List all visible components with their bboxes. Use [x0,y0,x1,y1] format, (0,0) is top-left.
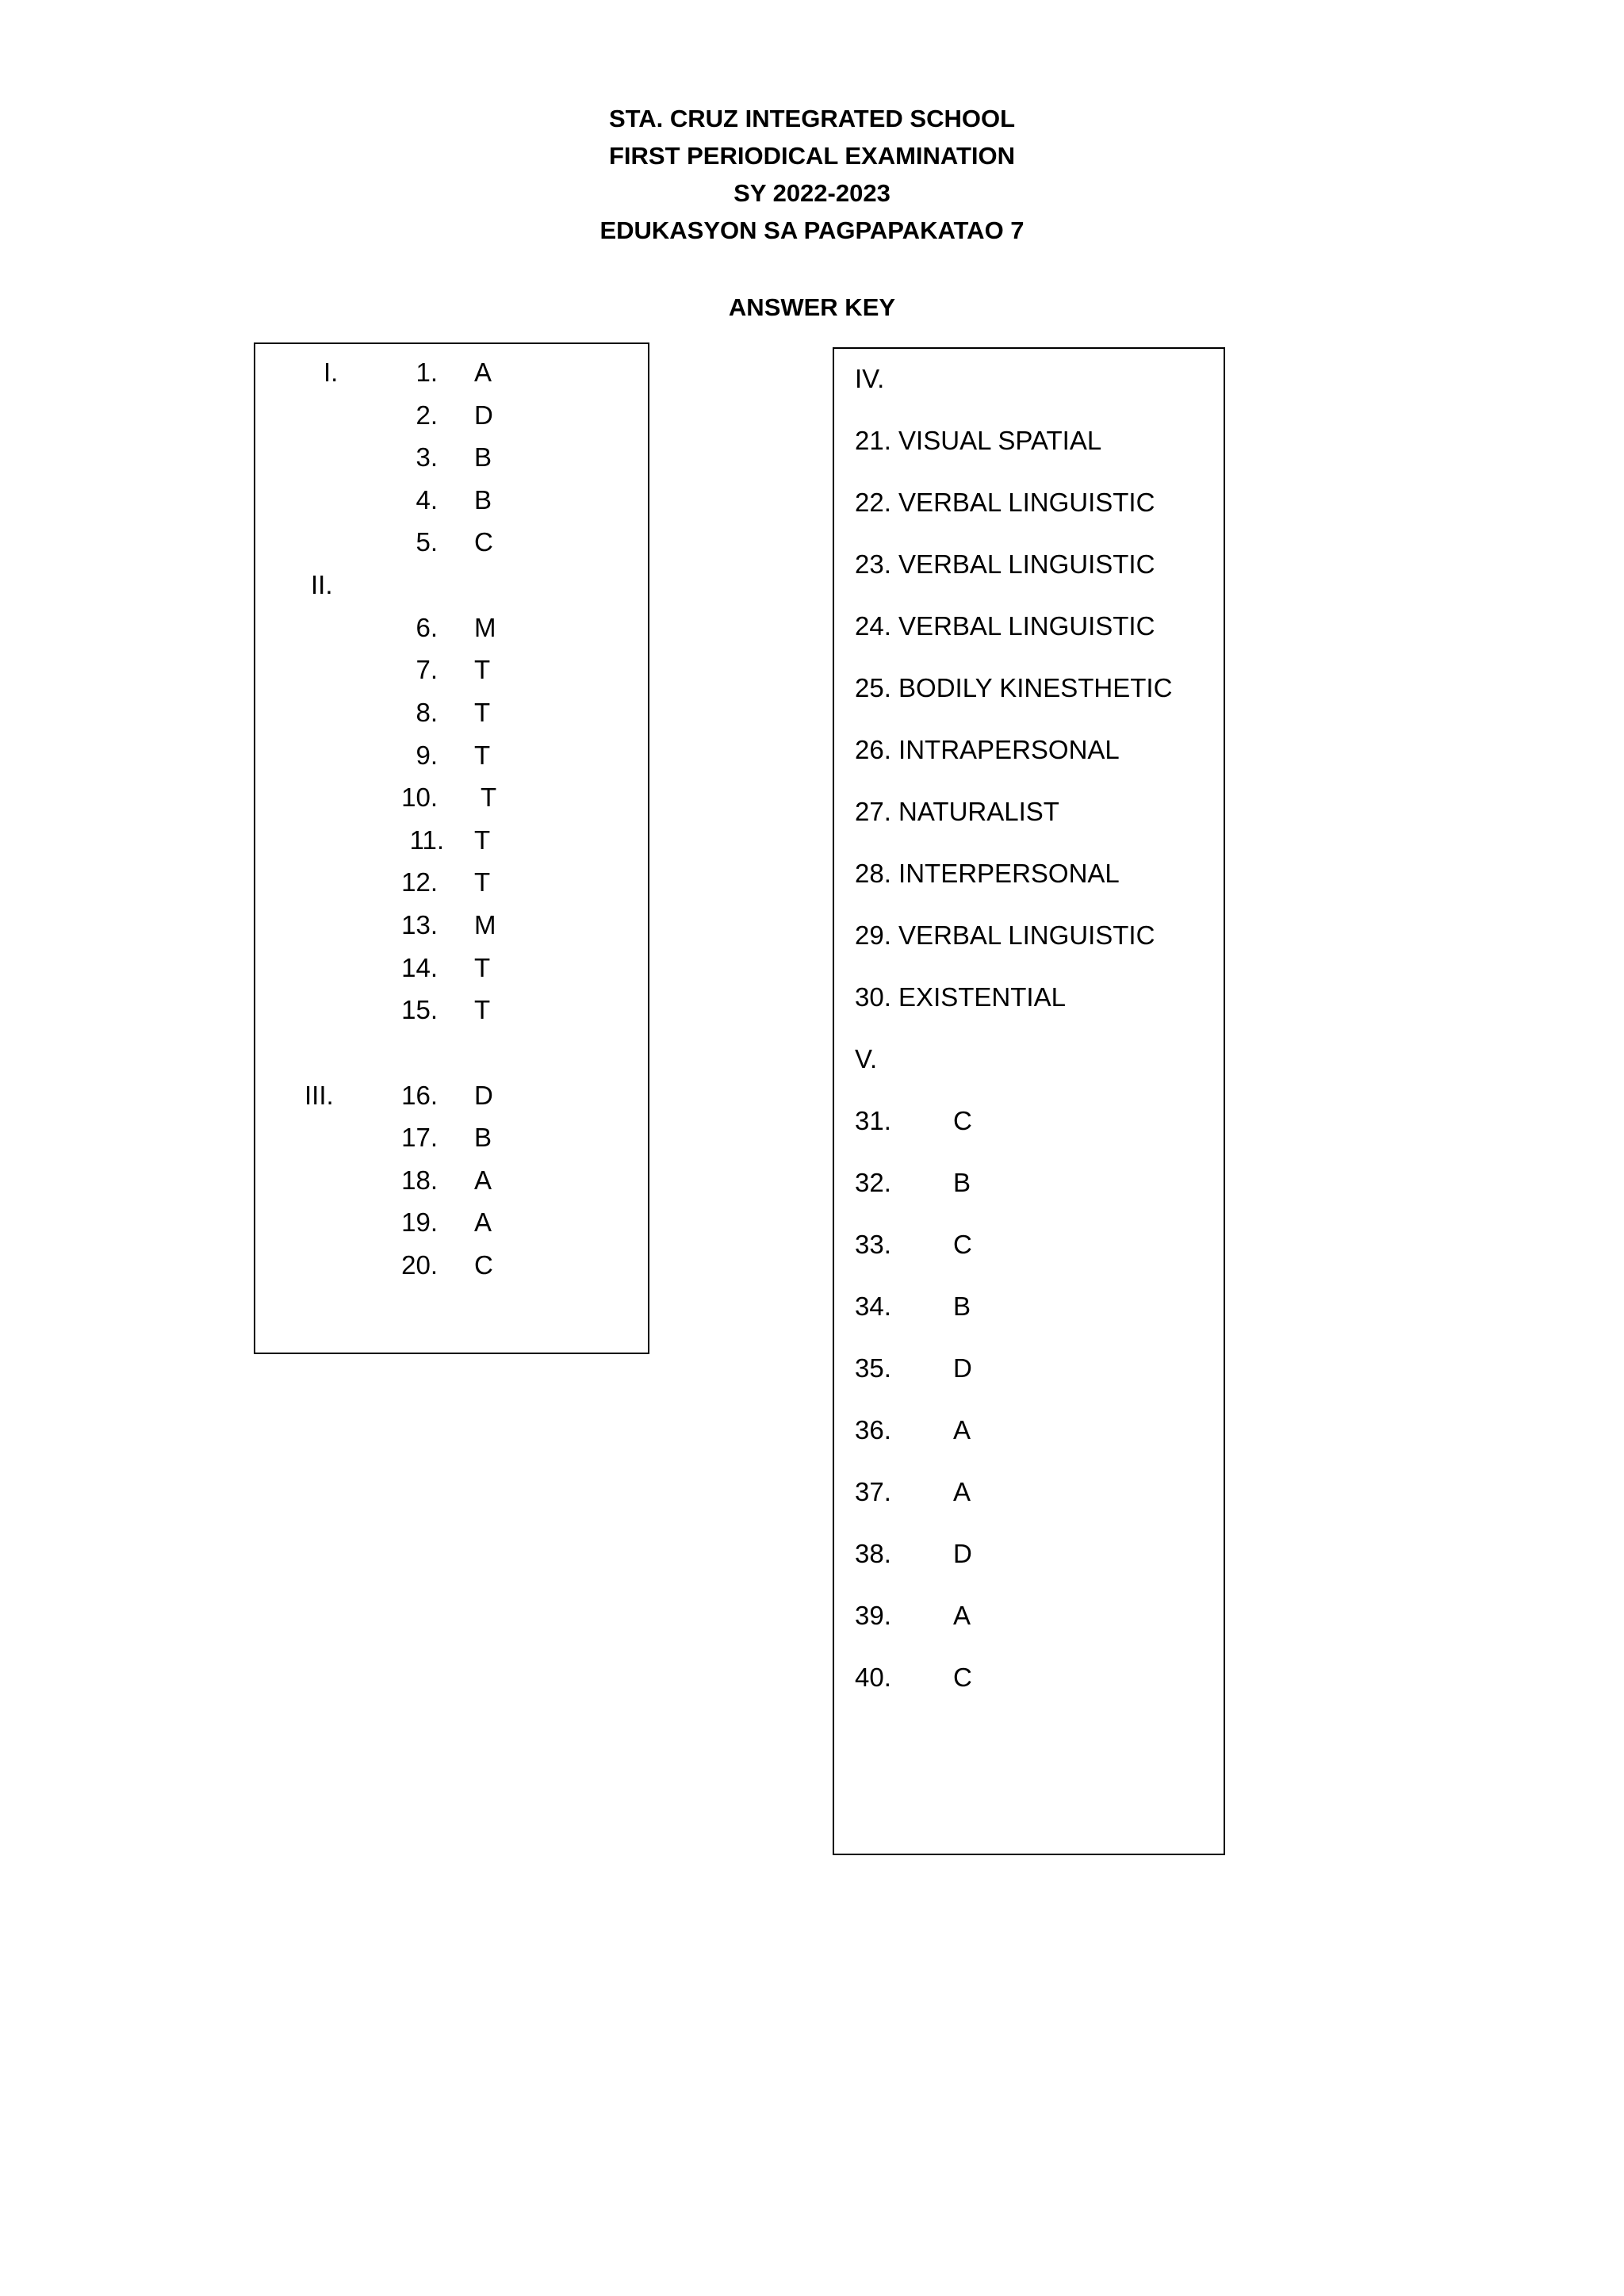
list-item: 24. VERBAL LINGUISTIC [855,611,1155,641]
item-answer: B [953,1292,971,1321]
section-roman: IV. [855,364,885,393]
item-number: 19. [401,1207,438,1237]
list-item: 26. INTRAPERSONAL [855,735,1120,764]
item-number: 35. [855,1353,891,1383]
item-answer: T [481,783,497,812]
item-number: 16. [401,1081,438,1110]
item-answer: C [953,1230,972,1259]
item-number: 32. [855,1168,891,1197]
item-number: 18. [401,1165,438,1195]
item-number: 2. [416,400,438,430]
section-roman: I. [324,358,339,387]
item-number: 37. [855,1477,891,1506]
item-answer: B [474,485,492,515]
list-item: 25. BODILY KINESTHETIC [855,673,1173,702]
list-item: 21. VISUAL SPATIAL [855,426,1102,455]
item-number: 6. [416,613,438,642]
answer-box-left [254,342,649,1354]
item-answer: T [474,698,491,727]
item-answer: C [953,1663,972,1692]
item-number: 14. [401,953,438,982]
item-answer: A [953,1601,971,1630]
item-number: 15. [401,995,438,1024]
list-item: 22. VERBAL LINGUISTIC [855,488,1155,517]
list-item: 28. INTERPERSONAL [855,859,1120,888]
list-item: 29. VERBAL LINGUISTIC [855,920,1155,950]
item-number: 38. [855,1539,891,1568]
subject-title: EDUKASYON SA PAGPAPAKATAO 7 [599,216,1025,244]
section-roman: V. [855,1044,878,1073]
item-answer: C [474,1250,493,1280]
item-answer: A [474,1207,492,1237]
item-number: 31. [855,1106,891,1135]
item-number: 1. [416,358,438,387]
item-number: 33. [855,1230,891,1259]
answer-key-title: ANSWER KEY [728,293,896,321]
item-answer: T [474,740,491,770]
item-answer: D [953,1353,972,1383]
item-number: 34. [855,1292,891,1321]
item-number: 36. [855,1415,891,1445]
item-number: 7. [416,655,438,684]
item-number: 9. [416,740,438,770]
item-answer: T [474,953,491,982]
item-number: 4. [416,485,438,515]
school-name: STA. CRUZ INTEGRATED SCHOOL [608,105,1016,132]
item-number: 10. [401,783,438,812]
item-answer: M [474,910,496,939]
item-number: 12. [401,867,438,897]
item-answer: A [953,1477,971,1506]
exam-title: FIRST PERIODICAL EXAMINATION [608,142,1016,170]
list-item: 30. EXISTENTIAL [855,982,1066,1012]
item-answer: M [474,613,496,642]
item-number: 3. [416,442,438,472]
item-number: 39. [855,1601,891,1630]
list-item: 23. VERBAL LINGUISTIC [855,549,1155,579]
item-number: 11. [409,825,444,855]
item-number: 5. [416,527,438,557]
answer-box-right [833,347,1225,1855]
school-year: SY 2022-2023 [733,179,891,207]
item-number: 13. [401,910,438,939]
item-answer: D [474,400,493,430]
section-roman: III. [304,1081,334,1110]
item-answer: B [953,1168,971,1197]
item-answer: A [474,358,492,387]
item-answer: C [953,1106,972,1135]
item-answer: T [474,995,491,1024]
item-number: 8. [416,698,438,727]
item-answer: T [474,867,491,897]
item-answer: D [953,1539,972,1568]
document-header [0,100,1624,249]
item-answer: T [474,655,491,684]
item-number: 40. [855,1663,891,1692]
section-roman: II. [311,570,333,599]
item-answer: A [953,1415,971,1445]
item-number: 20. [401,1250,438,1280]
item-answer: A [474,1165,492,1195]
item-answer: B [474,1123,492,1152]
list-item: 27. NATURALIST [855,797,1059,826]
item-answer: T [474,825,491,855]
item-answer: C [474,527,493,557]
item-number: 17. [401,1123,438,1152]
item-answer: B [474,442,492,472]
item-answer: D [474,1081,493,1110]
